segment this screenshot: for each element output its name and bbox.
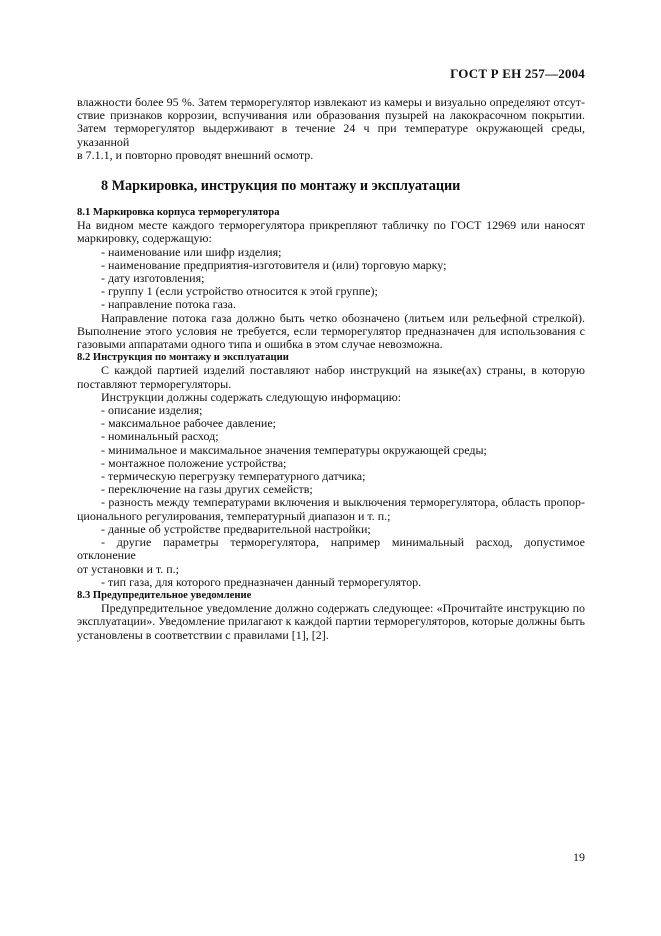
s83-line: эксплуатации». Уведомление прилагают к каждой партии терморегуляторов, которые должны быть xyxy=(77,614,585,629)
intro-line: влажности более 95 %. Затем терморегулятор извлекают из камеры и визуально определяют отсут- xyxy=(77,95,585,109)
s81-list-item: - наименование предприятия-изготовителя и (или) торговую марку; xyxy=(101,257,447,272)
s81-list-item: - группу 1 (если устройство относится к этой группе); xyxy=(101,284,378,299)
body-text xyxy=(77,96,585,642)
section-8-2-title: 8.2 Инструкция по монтажу и эксплуатации xyxy=(77,352,289,364)
s82-list-item: - переключение на газы других семейств; xyxy=(101,482,313,497)
intro-line: Затем терморегулятор выдерживают в течение 24 ч при температуре окружающей среды, указанной xyxy=(77,121,585,149)
s83-line: установлены в соответствии с правилами [1], [2]. xyxy=(77,627,329,642)
s82-list-item: ционального регулирования, температурный диапазон и т. п.; xyxy=(77,508,391,523)
intro-line: в 7.1.1, и повторно проводят внешний осмотр. xyxy=(77,147,314,162)
s82-list-item: - разность между температурами включения и выключения терморегулятора, область пропор- xyxy=(101,495,585,510)
s82-list-item: от установки и т. п.; xyxy=(77,561,179,576)
s81-line: маркировку, содержащую: xyxy=(77,231,212,246)
s82-line: Инструкции должны содержать следующую информацию: xyxy=(101,389,402,404)
intro-line: ствие признаков коррозии, вспучивания или образования пузырей на лакокрасочном покрытии. xyxy=(77,108,585,123)
s82-line: С каждой партией изделий поставляют набор инструкций на языке(ах) страны, в которую xyxy=(101,363,585,378)
s82-list-item: - максимальное рабочее давление; xyxy=(101,416,276,431)
s81-line: Выполнение этого условия не требуется, если терморегулятор предназначен для использования с xyxy=(77,323,585,338)
section-8-3-title: 8.3 Предупредительное уведомление xyxy=(77,589,252,601)
s82-list-item: - тип газа, для которого предназначен данный терморегулятор. xyxy=(101,574,422,589)
s81-list-item: - наименование или шифр изделия; xyxy=(101,244,282,259)
s82-list-item: - данные об устройстве предварительной настройки; xyxy=(101,521,371,536)
page-number: 19 xyxy=(573,850,585,864)
s82-list-item: - термическую перегрузку температурного датчика; xyxy=(101,469,366,484)
s81-line: На видном месте каждого терморегулятора прикрепляют табличку по ГОСТ 12969 или наносят xyxy=(77,218,585,233)
s82-list-item: - монтажное положение устройства; xyxy=(101,455,287,470)
s82-list-item: - другие параметры терморегулятора, например минимальный расход, допустимое отклонение xyxy=(77,535,585,563)
s81-line: Направление потока газа должно быть четко обозначено (литьем или рельефной стрелкой). xyxy=(101,310,585,325)
s81-list-item: - направление потока газа. xyxy=(101,297,236,312)
s83-line: Предупредительное уведомление должно содержать следующее: «Прочитайте инструкцию по xyxy=(101,601,585,616)
s82-line: поставляют терморегуляторы. xyxy=(77,376,232,391)
section-8-1-title: 8.1 Маркировка корпуса терморегулятора xyxy=(77,207,280,219)
standard-header: ГОСТ Р ЕН 257—2004 xyxy=(450,66,585,81)
s82-list-item: - минимальное и максимальное значения температуры окружающей среды; xyxy=(101,442,487,457)
s81-line: газовыми аппаратами одного типа и ошибка в этом случае невозможна. xyxy=(77,337,443,352)
section-8-title: 8 Маркировка, инструкция по монтажу и эксплуатации xyxy=(101,178,461,195)
s82-list-item: - описание изделия; xyxy=(101,403,203,418)
s81-list-item: - дату изготовления; xyxy=(101,271,205,286)
s82-list-item: - номинальный расход; xyxy=(101,429,219,444)
